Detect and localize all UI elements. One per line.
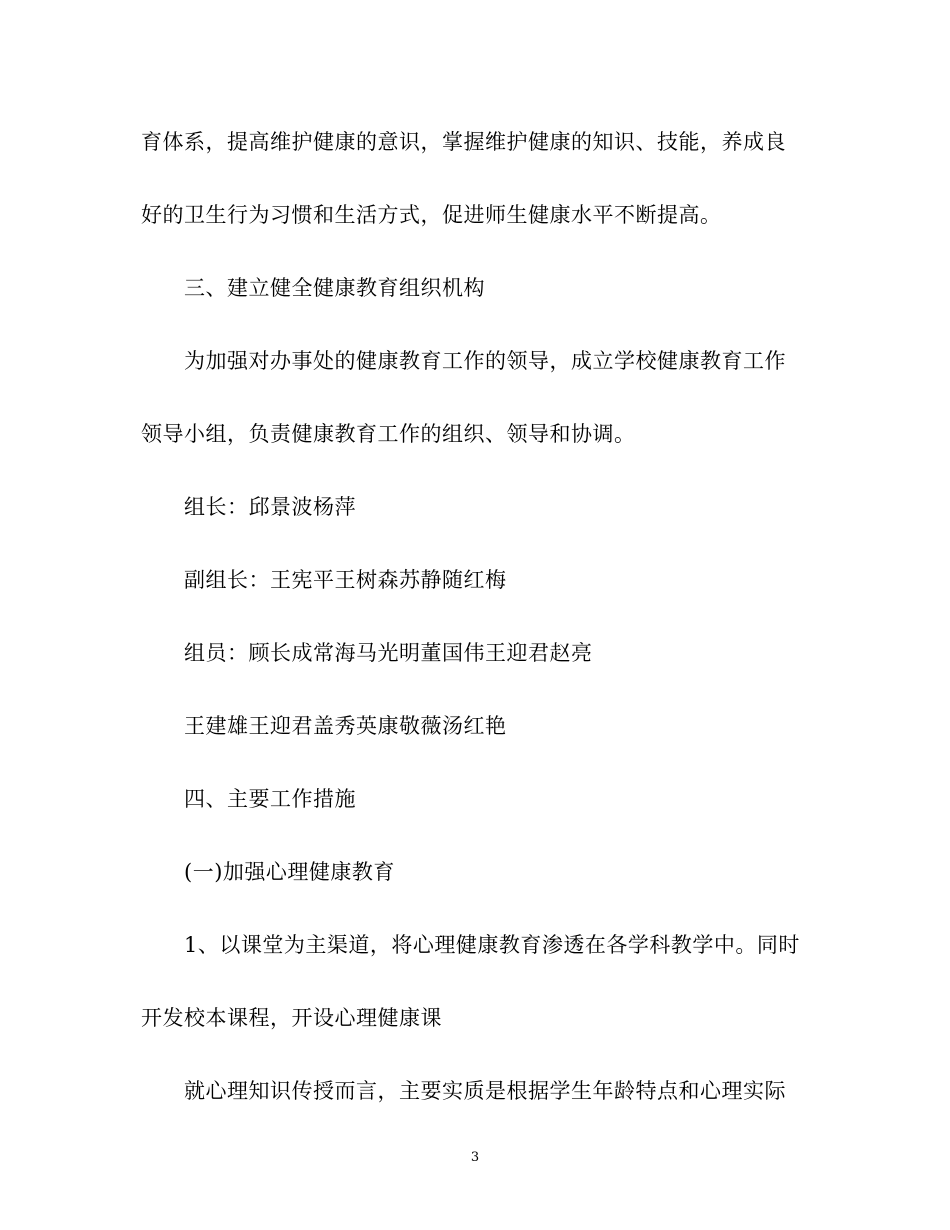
deputy-leader-line: 副组长：王宪平王树森苏静随红梅 [184, 568, 507, 592]
members-line: 组员：顾长成常海马光明董国伟王迎君赵亮 [184, 641, 593, 665]
paragraph-line: 为加强对办事处的健康教育工作的领导，成立学校健康教育工作 [184, 349, 786, 373]
section-heading: 四、主要工作措施 [184, 787, 356, 811]
members-line-continued: 王建雄王迎君盖秀英康敬薇汤红艳 [184, 714, 507, 738]
paragraph-line: 好的卫生行为习惯和生活方式，促进师生健康水平不断提高。 [141, 203, 722, 227]
page-number: 3 [470, 1150, 480, 1165]
section-heading: 三、建立健全健康教育组织机构 [184, 276, 485, 300]
paragraph-line: 就心理知识传授而言，主要实质是根据学生年龄特点和心理实际 [184, 1079, 786, 1103]
subsection-heading: (一)加强心理健康教育 [184, 860, 395, 884]
paragraph-line: 1、以课堂为主渠道，将心理健康教育渗透在各学科教学中。同时 [184, 933, 800, 957]
leader-line: 组长：邱景波杨萍 [184, 495, 356, 519]
paragraph-line: 育体系，提高维护健康的意识，掌握维护健康的知识、技能，养成良 [141, 130, 786, 154]
paragraph-line: 开发校本课程，开设心理健康课 [141, 1006, 442, 1030]
paragraph-line: 领导小组，负责健康教育工作的组织、领导和协调。 [141, 422, 636, 446]
